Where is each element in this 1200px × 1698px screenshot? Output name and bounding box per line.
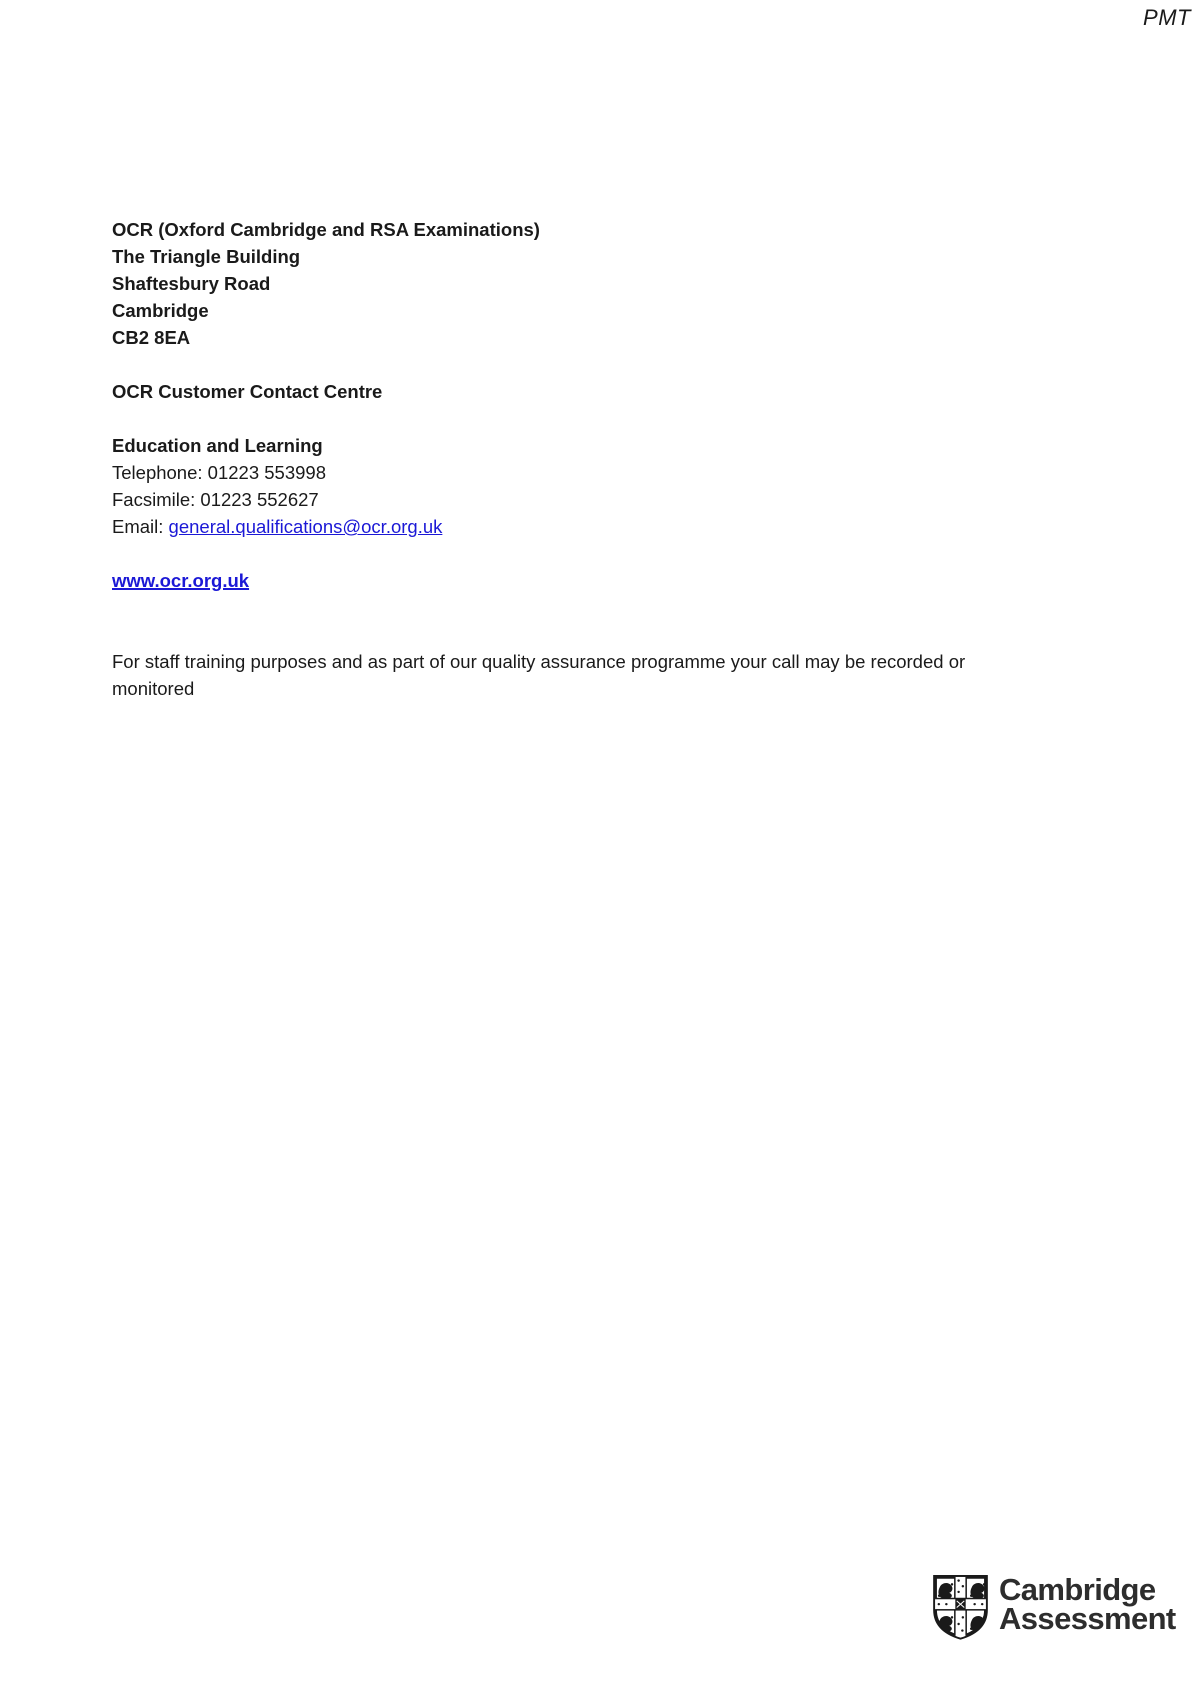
address-line-org: OCR (Oxford Cambridge and RSA Examinations) [112, 219, 540, 240]
cambridge-assessment-logo [932, 1574, 1176, 1640]
website-link[interactable]: www.ocr.org.uk [112, 570, 250, 591]
website-line [112, 567, 1088, 594]
cambridge-shield-icon [932, 1574, 989, 1640]
spacer [112, 594, 1088, 621]
pmt-watermark: PMT [1143, 5, 1191, 30]
address-line-postcode: CB2 8EA [112, 327, 191, 348]
department-line: Education and Learning [112, 435, 323, 456]
contact-centre-heading: OCR Customer Contact Centre [112, 381, 383, 402]
address-line-city: Cambridge [112, 300, 209, 321]
spacer [112, 405, 1088, 432]
telephone-line: Telephone: 01223 553998 [112, 462, 326, 483]
spacer [112, 351, 1088, 378]
call-recording-notice: For staff training purposes and as part of our quality assurance programme your call may be recorded or monitored [112, 651, 966, 699]
email-label: Email: [112, 516, 169, 537]
logo-wordmark [999, 1572, 1176, 1636]
logo-line2: Assessment [999, 1601, 1176, 1636]
logo-line1: Cambridge [999, 1572, 1156, 1607]
address-line-road: Shaftesbury Road [112, 273, 271, 294]
email-line [112, 513, 1088, 540]
email-link[interactable]: general.qualifications@ocr.org.uk [168, 516, 443, 537]
contact-details-block [112, 216, 1088, 702]
spacer [112, 621, 1088, 648]
address-line-building: The Triangle Building [112, 246, 301, 267]
facsimile-line: Facsimile: 01223 552627 [112, 489, 319, 510]
spacer [112, 540, 1088, 567]
